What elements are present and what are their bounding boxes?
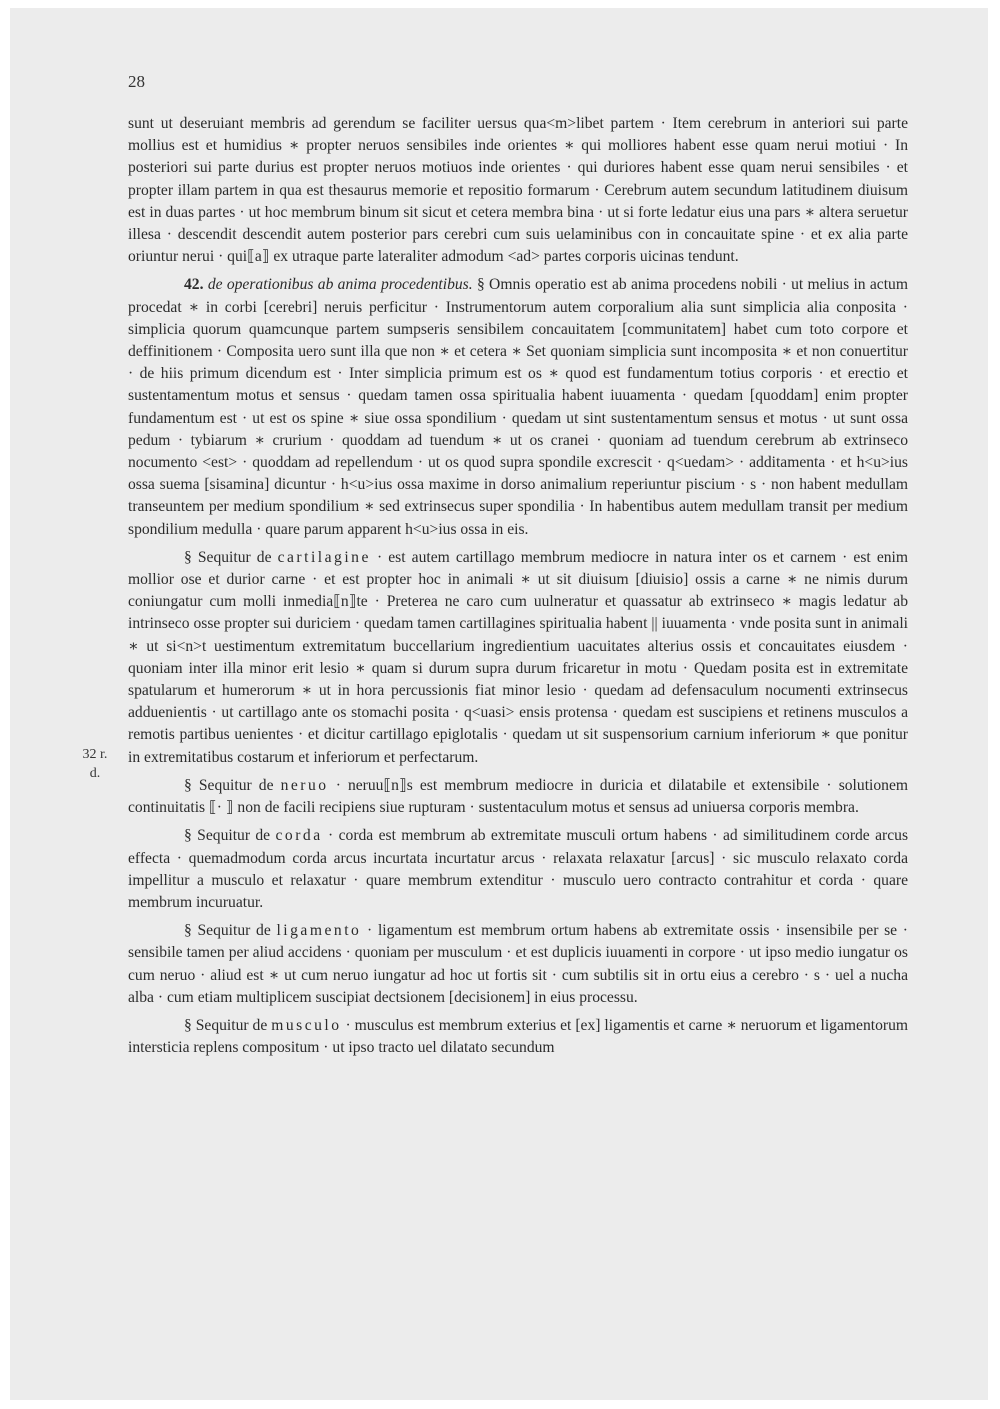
paragraph-term: ligamento	[276, 922, 362, 940]
paragraph-lead: § Sequitur de	[184, 548, 272, 566]
paragraph-text: · ligamentum est membrum ortum habens ab extremitate ossis · insensibile per se · sensibile tamen per aliud accidens · quoniam per musculum · et est duplicis iuuamenti in corpore · ut ipso medio iungatur os cum neruo · aliud est ∗ ut cum neruo iungatur ad hoc ut fortis sit · cum subtilis sit in ortu eius a cerebro · s · uel a nucha alba · cum etiam multiplicem suscipiat dectsionem [decisionem] in eius processu.	[128, 922, 908, 1006]
page-number: 28	[128, 72, 145, 91]
paragraph-text: sunt ut deseruiant membris ad gerendum se faciliter uersus qua<m>libet partem · Item cerebrum in anteriori sui parte mollius est et humidius ∗ propter neruos sensibiles inde orientes ∗ qui molliores habent esse quam nerui motiui · In posteriori sui parte durius est propter neruos motiuos inde orientes · qui duriores habent esse quam nerui sensibiles · et propter illam partem in qua est thesaurus memorie et repositio formarum · Cerebrum autem secundum latitudinem diuisum est in duas partes · ut hoc membrum binum sit sicut et cetera membra bina · ut si forte ledatur eius una pars ∗ altera seruetur illesa · descendit descendit autem posterior pars cerebri cum suis uelaminibus con in concauitate spine · et ex alia parte oriuntur nerui · qui⟦a⟧ ex utraque parte lateraliter admodum <ad> partes corporis uicinas tendunt.	[128, 115, 908, 266]
paragraph-lead: § Sequitur de	[184, 922, 271, 940]
paragraph-lead: § Sequitur de	[184, 827, 271, 845]
paragraph-term: cartilagine	[277, 548, 371, 566]
margin-note-line: 32 r.	[82, 747, 108, 762]
paragraph-musculo	[128, 1015, 908, 1059]
paragraph-ligamento	[128, 920, 908, 1009]
paragraph-lead: § Sequitur de	[184, 1016, 268, 1034]
section-title: de operationibus ab anima procedentibus.	[207, 276, 473, 294]
paragraph	[128, 113, 908, 268]
paragraph-neruo	[128, 775, 908, 819]
paragraph-text: · musculus est membrum exterius et [ex] ligamentis et carne ∗ neruorum et ligamentorum intersticia replens compositum · ut ipso tracto uel dilatato secundum	[128, 1016, 908, 1057]
paragraph-text: · est autem cartillago membrum mediocre in natura inter os et carnem · est enim mollior ose et durior carne · et est propter hoc in animali ∗ ut sit diuisum [diuisio] ossis a carne ∗ ne nimis durum coniungatur cum molli inmedia⟦n⟧te · Preterea ne caro cum uulneratur et quassatur ab extrinseco ∗ magis ledatur ab intrinseco osse propter sui duriciem · quedam tamen cartillagines spiritualia habent || iuuamenta · vnde posita sunt in animali ∗ ut si<n>t uestimentum extremitatum buccellarium ingredientium uacuitates alterius ossis et concauitates eiusdem · quoniam inter illa minor erit lesio ∗ quam si durum supra durum fricaretur in motu · Quedam posita est in extremitate spatularum et humerorum ∗ ut in hora percussionis fiat minor lesio · quedam ad defensaculum nocumenti extrinsecus adduenientis · ut cartillago ante os stomachi posita · q<uasi> ensis protensa · quedam est suscipiens et retinens musculos a remotis partibus uenientes · et dicitur cartillago epiglotalis · quedam ut sit suspensorium carnium inferiorum ∗ que ponitur in extremitatibus costarum et inferiorum et perfectarum.	[128, 548, 908, 766]
paragraph-text: · corda est membrum ab extremitate musculi ortum habens · ad similitudinem corde arcus effecta · quemadmodum corda arcus incurtata incurtatur arcus · relaxata relaxatur [arcus] · sic musculo relaxato corda impellitur a musculo et relaxatur · quare membrum extenditur · musculo uero contracto contrahitur et corda · quare membrum incuruatur.	[128, 827, 909, 911]
text-body	[128, 113, 908, 1065]
paragraph-lead: § Sequitur de	[184, 776, 274, 794]
margin-note-line: d.	[89, 766, 101, 781]
paragraph-text: · neruu⟦n⟧s est membrum mediocre in duricia et dilatabile et extensibile · solutionem continuitatis ⟦· ⟧ non de facili recipiens siue rupturam · sustentaculum motus et sensus ad uniuersa corporis membra.	[128, 776, 909, 817]
section-number: 42.	[184, 276, 204, 294]
paragraph-corda	[128, 825, 908, 914]
section-42	[128, 274, 908, 540]
paragraph-term: corda	[275, 827, 323, 845]
paragraph-term: neruo	[280, 776, 329, 794]
paragraph-term: musculo	[271, 1016, 342, 1034]
page-sheet	[10, 8, 988, 1400]
paragraph-text: § Omnis operatio est ab anima procedens nobili · ut melius in actum procedat ∗ in corbi [cerebri] neruis perficitur · Instrumentorum autem corporalium alia sunt simplicia alia conposita · simplicia quorum quamcunque partem sumpseris sensibilem concauitatem [communitatem] habet cum toto corpore et deffinitionem · Composita uero sunt illa que non ∗ et cetera ∗ Set quoniam simplicia sunt incomposita ∗ et non conuertitur · de hiis primum dicendum est · Inter simplicia primum est os ∗ quod est fundamentum totius corporis · et erectio et sustentamentum motus et sensus · quedam tamen ossa spiritualia habent iuuamenta · quedam [quoddam] enim propter fundamentum est · ut est os spine ∗ siue ossa spondilium · quedam ut sint sustentamentum sensus et motus · ut sunt ossa pedum · tybiarum ∗ crurium · quoddam ad tuendum ∗ ut os cranei · quoniam ad tuendum cerebrum ab extrinseco nocumento <est> · quoddam ad repellendum · ut os quod supra spondile excrescit · q<uedam> · additamenta · et h<u>ius ossa suema [sisamina] dicuntur · h<u>ius ossa maxime in dorso animalium reperiuntur piscium · s · non habent medullam transeuntem per medium spondilium ∗ sed extrinsecus super spondilia · In habentibus autem medullam transit per medium spondilium medulla · quare parum apparent h<u>ius ossa in eis.	[128, 276, 908, 538]
margin-folio-note	[70, 745, 120, 783]
paragraph-cartilagine	[128, 547, 908, 769]
